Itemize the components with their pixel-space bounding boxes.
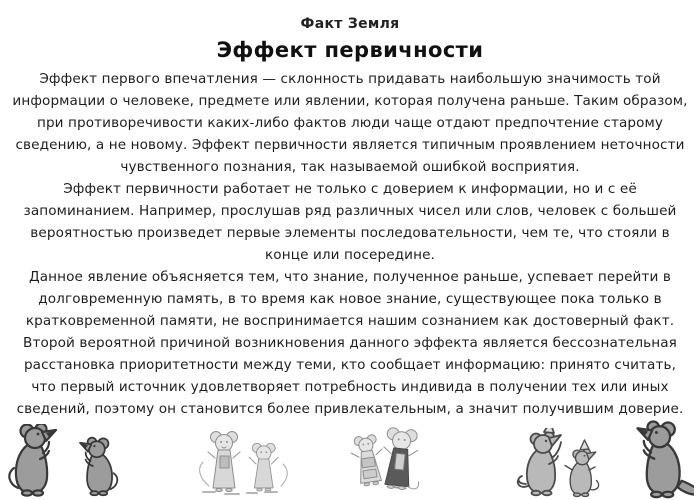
mice-party-hats-icon — [516, 428, 604, 498]
series-title: Факт Земля — [300, 16, 400, 32]
paragraph — [0, 266, 700, 420]
paragraph — [0, 178, 700, 266]
mice-pair-singing-icon — [6, 424, 124, 498]
text-line: что первый источник удовлетворяет потребность индивида в получении тех или иных — [31, 379, 669, 395]
header — [0, 0, 700, 63]
paragraph — [0, 68, 700, 178]
text-line: Второй вероятной причиной возникновения данного эффекта является бессознательная — [23, 335, 677, 351]
text-line: расстановка приоритетности между теми, кто сообщает информацию: принято считать, — [23, 357, 677, 373]
text-line: сведению, а не новому. Эффект первичности является типичным проявлением неточности — [15, 137, 685, 153]
text-line: чувственного познания, так называемой ошибкой восприятия. — [120, 159, 580, 175]
text-line: сведений, поэтому он становится более привлекательным, а значит получившим доверие. — [16, 401, 684, 417]
footer-illustrations — [0, 418, 700, 500]
mouse-dancing-icon — [608, 420, 694, 500]
page-title: Эффект первичности — [216, 38, 484, 62]
text-line: Данное явление объясняется тем, что знание, полученное раньше, успевает перейти в — [29, 269, 671, 285]
text-line: Эффект первого впечатления — склонность придавать наибольшую значимость той — [39, 71, 661, 87]
text-line: конце или посередине. — [265, 247, 435, 263]
mice-sketch-dressed-icon — [344, 422, 434, 496]
text-line: при противоречивости каких-либо фактов люди чаще отдают предпочтение старому — [36, 115, 664, 131]
text-line: Эффект первичности работает не только с доверием к информации, но и с её — [63, 181, 637, 197]
text-line: кратковременной памяти, не воспринимается нашим сознанием как достоверный факт. — [25, 313, 675, 329]
mice-sketch-couple-icon — [195, 428, 289, 498]
text-line: долговременную память, в то время как новое знание, существующее пока только в — [38, 291, 662, 307]
text-line: информации о человеке, предмете или явлении, которая получена раньше. Таким образом, — [12, 93, 688, 109]
article-body — [0, 68, 700, 420]
text-line: вероятностью произведет первые элементы последовательности, чем те, что стояли в — [30, 225, 670, 241]
text-line: запоминанием. Например, прослушав ряд различных чисел или слов, человек с большей — [23, 203, 677, 219]
